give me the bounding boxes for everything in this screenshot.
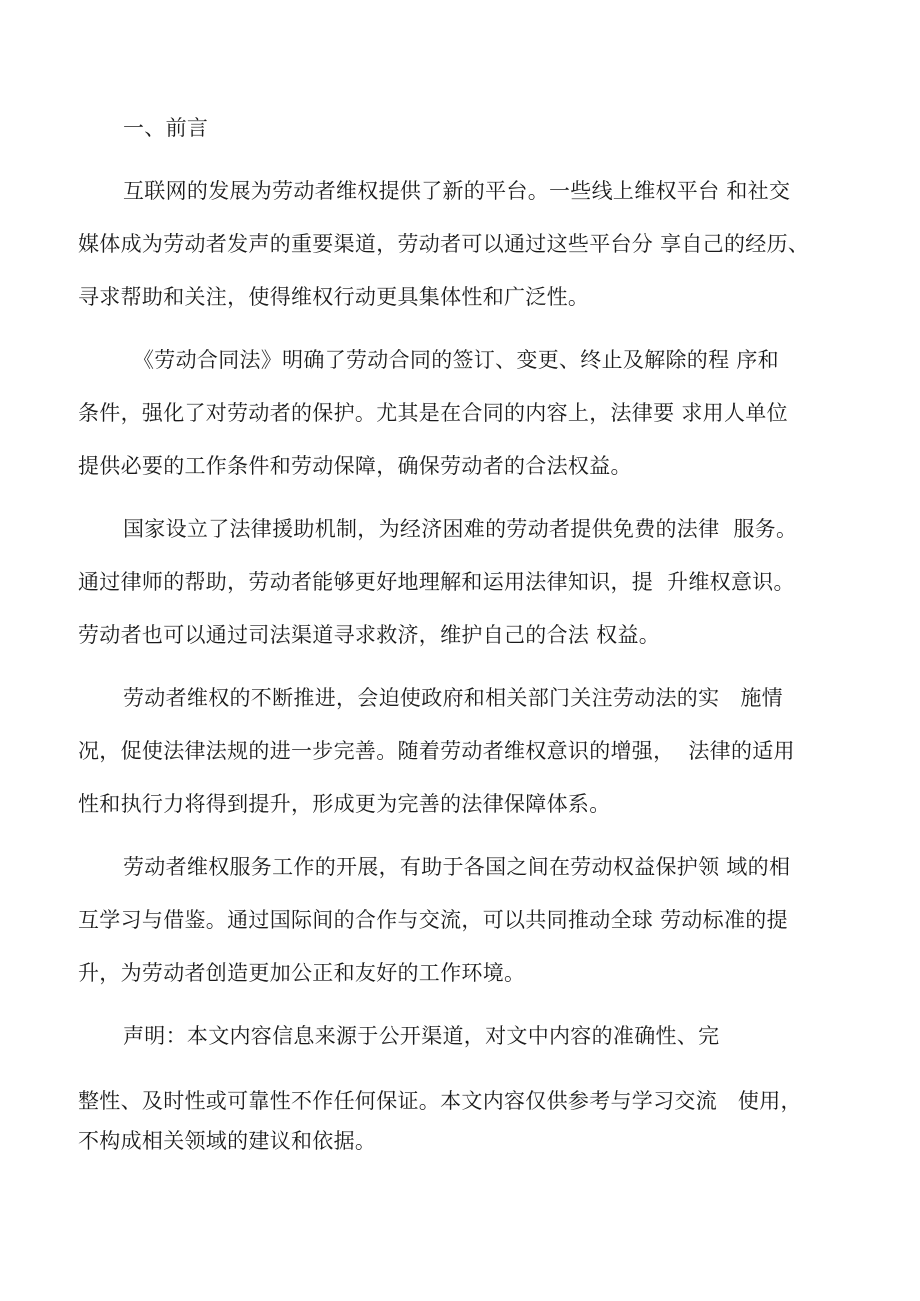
paragraph-line: 条件，强化了对劳动者的保护。尤其是在合同的内容上，法律要 求用人单位	[78, 401, 788, 425]
paragraph-line: 通过律师的帮助，劳动者能够更好地理解和运用法律知识，提 升维权意识。	[78, 570, 795, 594]
paragraph-line: 媒体成为劳动者发声的重要渠道，劳动者可以通过这些平台分 享自己的经历、	[78, 232, 810, 256]
paragraph-line: 升，为劳动者创造更加公正和友好的工作环境。	[78, 961, 526, 985]
paragraph-line: 劳动者维权的不断推进，会迫使政府和相关部门关注劳动法的实 施情	[123, 686, 783, 710]
statement-line: 不构成相关领域的建议和依据。	[78, 1129, 377, 1153]
paragraph-line: 提供必要的工作条件和劳动保障，确保劳动者的合法权益。	[78, 454, 632, 478]
paragraph-line: 劳动者维权服务工作的开展，有助于各国之间在劳动权益保护领 域的相	[123, 855, 791, 879]
paragraph-line: 国家设立了法律援助机制，为经济困难的劳动者提供免费的法律 服务。	[123, 517, 798, 541]
paragraph-line: 寻求帮助和关注，使得维权行动更具集体性和广泛性。	[78, 285, 590, 309]
paragraph-line: 《劳动合同法》明确了劳动合同的签订、变更、终止及解除的程 序和	[133, 348, 779, 372]
paragraph-line: 性和执行力将得到提升，形成更为完善的法律保障体系。	[78, 792, 611, 816]
paragraph-line: 劳动者也可以通过司法渠道寻求救济，维护自己的合法 权益。	[78, 623, 661, 647]
paragraph-line: 互联网的发展为劳动者维权提供了新的平台。一些线上维权平台 和社交	[123, 179, 791, 203]
statement-line: 整性、及时性或可靠性不作任何保证。本文内容仅供参考与学习交流 使用，	[78, 1089, 802, 1113]
section-heading: 一、前言	[123, 116, 209, 140]
paragraph-line: 互学习与借鉴。通过国际间的合作与交流，可以共同推动全球 劳动标准的提	[78, 908, 788, 932]
paragraph-line: 况，促使法律法规的进一步完善。随着劳动者维权意识的增强， 法律的适用	[78, 739, 795, 763]
statement-line: 声明：本文内容信息来源于公开渠道，对文中内容的准确性、完	[123, 1024, 720, 1048]
